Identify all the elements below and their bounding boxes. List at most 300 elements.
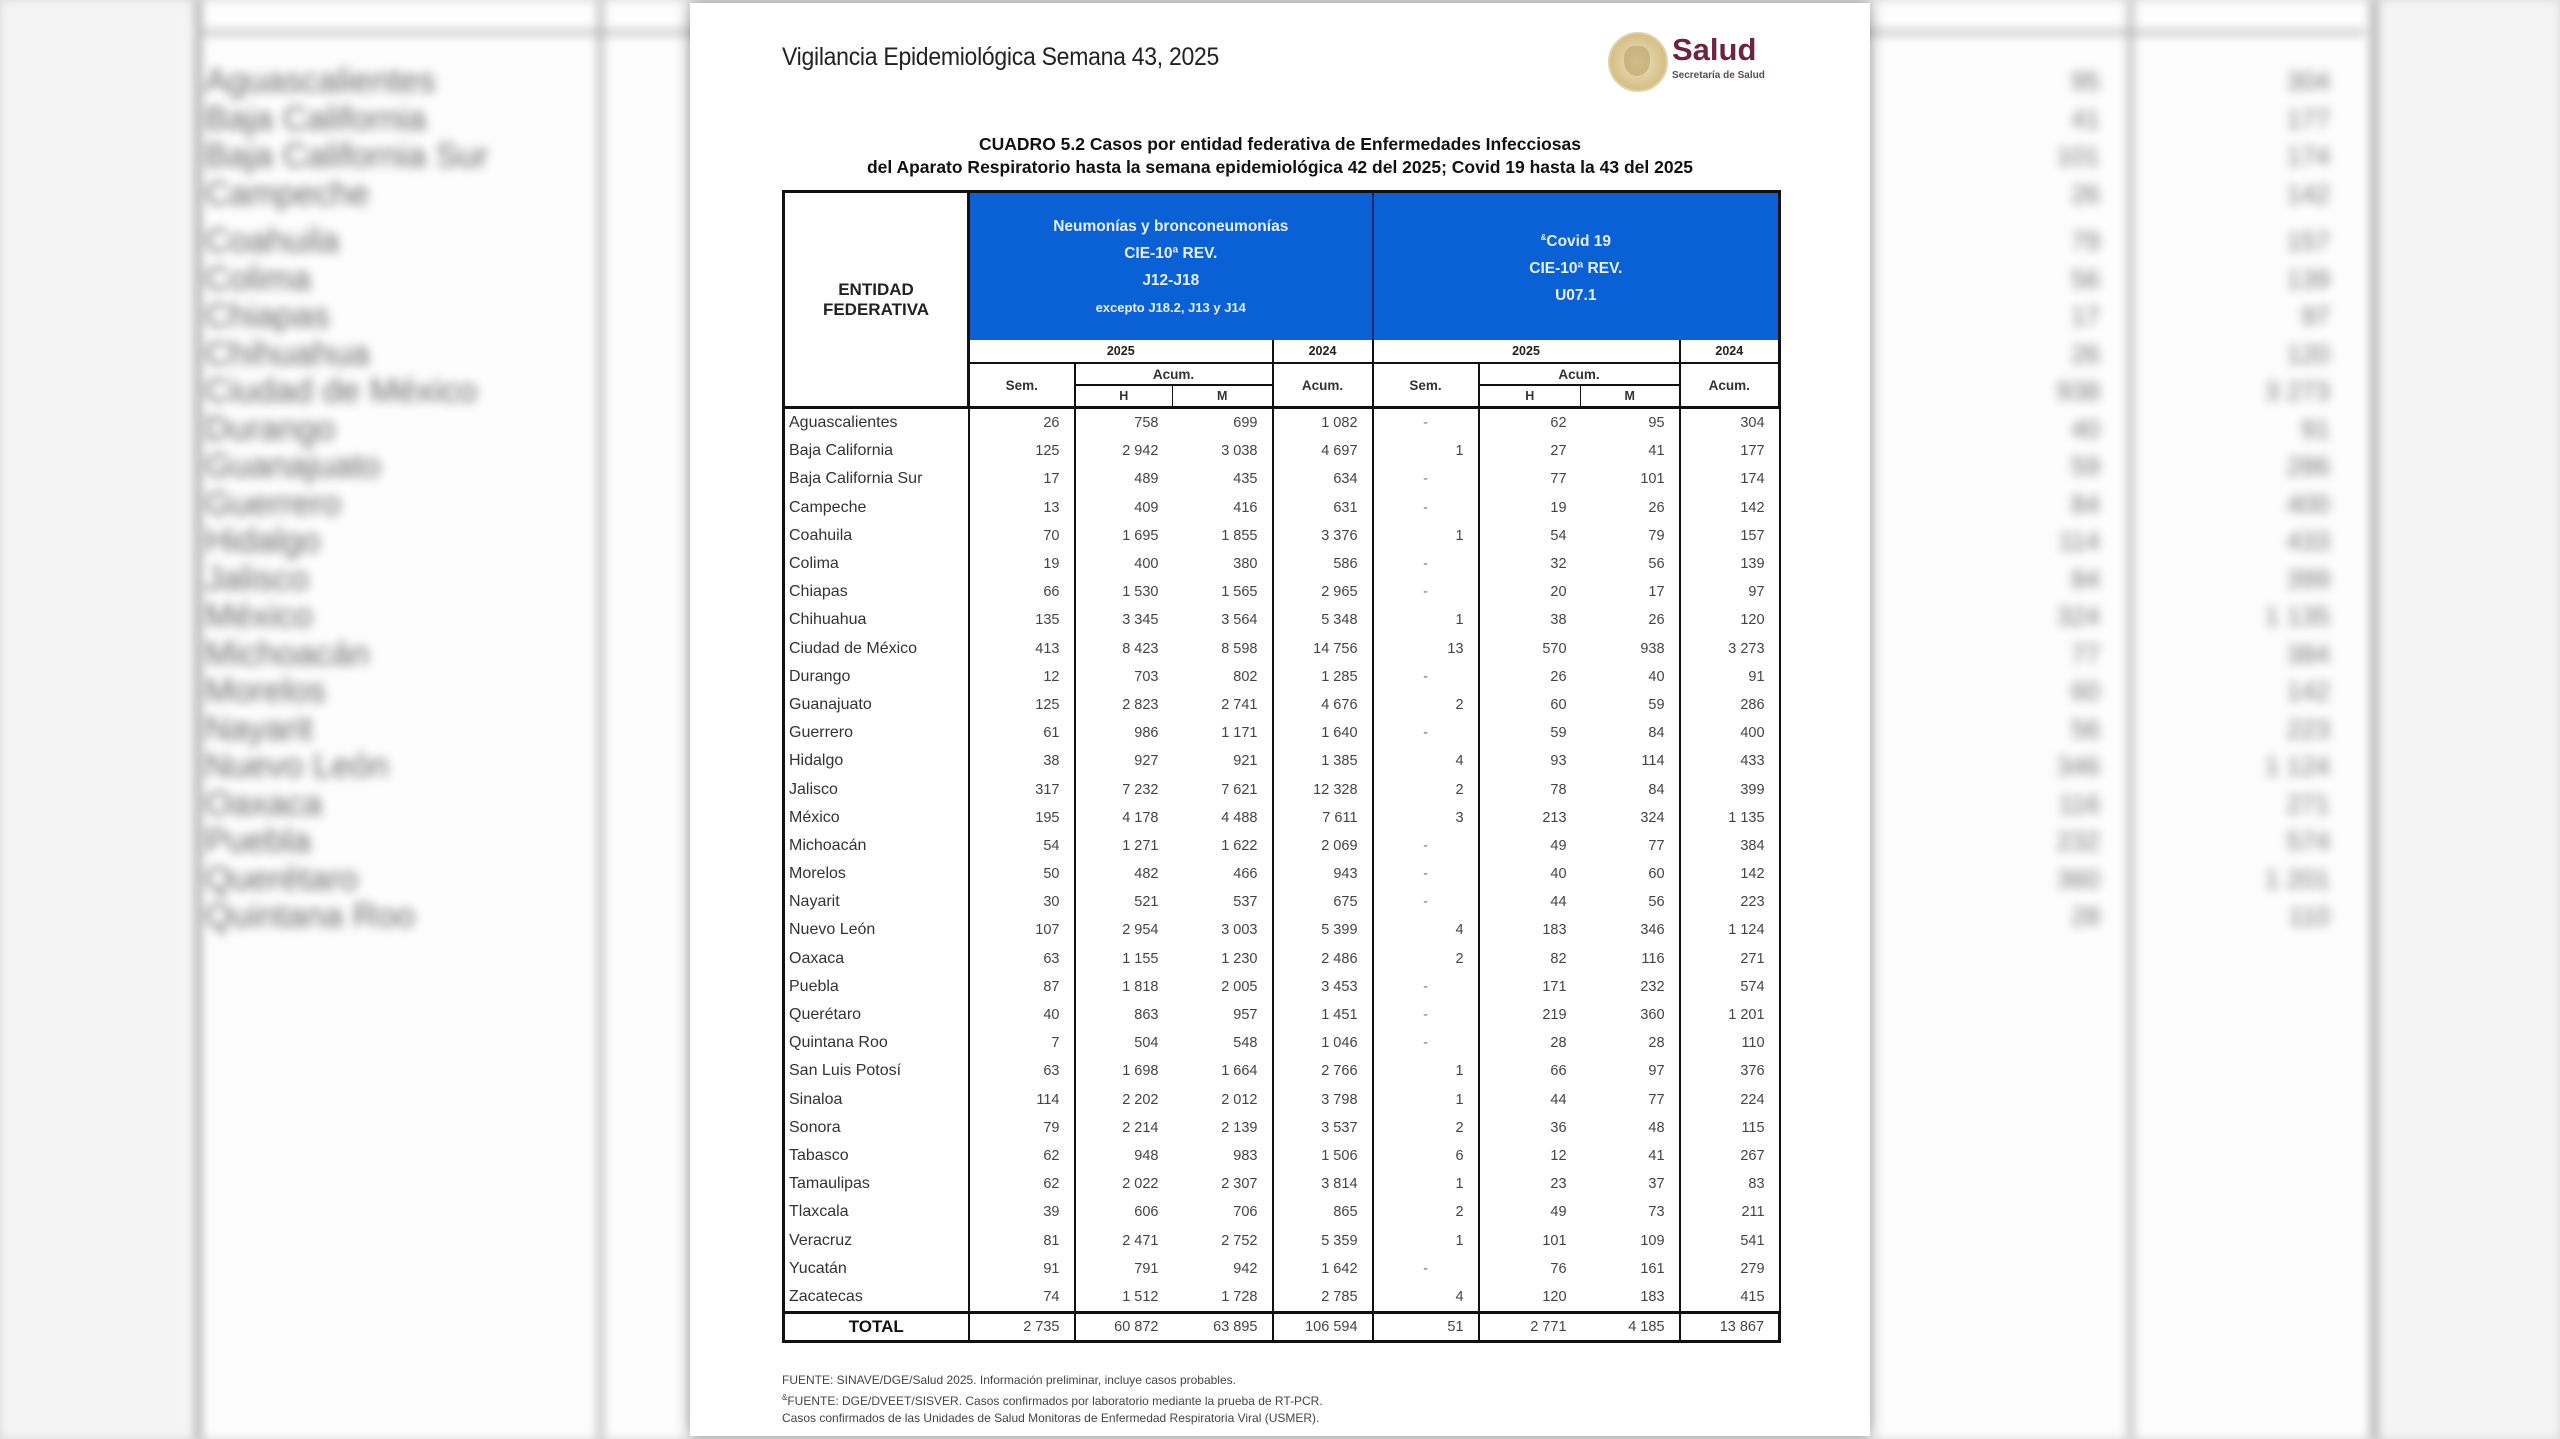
covid-acum-2024-total-cell: 13 867 (1680, 1313, 1780, 1342)
table-row (784, 550, 1780, 578)
pneumonia-acum-m-cell: 7 621 (1173, 775, 1273, 803)
covid-acum-2024-cell: 415 (1680, 1283, 1780, 1313)
entity-name-cell: Tabasco (784, 1142, 969, 1170)
covid-sem-cell: 2 (1373, 945, 1479, 973)
background-value: 324 (2056, 601, 2100, 631)
pneumonia-acum-h-cell: 606 (1134, 1204, 1159, 1221)
covid-acum-2024-cell: 1 124 (1680, 916, 1780, 944)
background-value: 26 (2071, 338, 2100, 369)
covid-acum-h-cell: 44 (1550, 1091, 1567, 1108)
covid-acum-2024-cell: 97 (1680, 578, 1780, 606)
pneumonia-acum-h-cell: 2 022 (1122, 1176, 1159, 1193)
covid-acum-m-cell: 40 (1581, 663, 1680, 691)
pneumonia-sem-cell: 125 (969, 691, 1075, 719)
pneumonia-acum-m-cell: 802 (1173, 663, 1273, 691)
background-value: 1 124 (2264, 751, 2330, 781)
covid-acum-h-cell: 28 (1550, 1035, 1567, 1052)
pneumonia-acum-m-cell: 416 (1173, 494, 1273, 522)
covid-acum-h-cell: 54 (1550, 527, 1567, 544)
background-value: 142 (2286, 676, 2330, 706)
footnote-covid-source (782, 1393, 1323, 1408)
pneumonia-acum-h-cell: 1 512 (1122, 1288, 1159, 1305)
table-row (784, 719, 1780, 747)
covid-acum-m-cell: 41 (1581, 1142, 1680, 1170)
background-value: 120 (2286, 338, 2330, 369)
covid-acum-2024-cell: 120 (1680, 606, 1780, 634)
covid-sem-cell: - (1373, 550, 1479, 578)
covid-sem-cell: 3 (1373, 804, 1479, 832)
covid-acum-h-cell: 32 (1550, 556, 1567, 573)
covid-acum-2024-cell: 286 (1680, 691, 1780, 719)
pneumonia-acum-h-cell: 409 (1134, 499, 1159, 516)
pneumonia-acum-2024-cell: 3 814 (1273, 1170, 1373, 1198)
pneumonia-sem-cell: 63 (969, 1057, 1075, 1085)
covid-acum-h-cell: 38 (1550, 612, 1567, 629)
background-value: 139 (2286, 263, 2330, 294)
background-value: 77 (2071, 638, 2100, 669)
coat-of-arms-icon (1608, 32, 1668, 92)
pneumonia-acum-m-cell: 942 (1173, 1255, 1273, 1283)
pneumonia-acum-m-cell: 380 (1173, 550, 1273, 578)
pneumonia-sem-cell: 79 (969, 1114, 1075, 1142)
covid-acum-h-cell: 36 (1550, 1119, 1567, 1136)
pneumonia-acum-m-cell: 1 664 (1173, 1057, 1273, 1085)
pneumonia-acum-m-cell: 2 752 (1173, 1226, 1273, 1254)
entity-name-cell: Tamaulipas (784, 1170, 969, 1198)
covid-acum-2024-cell: 541 (1680, 1226, 1780, 1254)
h-header: H (1075, 385, 1173, 408)
background-value: 91 (2301, 413, 2330, 444)
covid-acum-m-cell: 84 (1581, 775, 1680, 803)
pneumonia-acum-m-cell: 3 564 (1173, 606, 1273, 634)
covid-acum-2024-cell: 304 (1680, 408, 1780, 438)
entity-name-cell: Baja California Sur (784, 465, 969, 493)
pneumonia-acum-2024-cell: 634 (1273, 465, 1373, 493)
table-caption-line2: del Aparato Respiratorio hasta la semana epidemiológica 42 del 2025; Covid 19 hasta la 43 del 2025 (866, 157, 1694, 177)
covid-acum-2024-cell: 3 273 (1680, 635, 1780, 663)
year-header-2024: 2024 (1273, 340, 1373, 363)
background-divider (2128, 0, 2133, 1439)
covid-acum-2024-cell: 574 (1680, 973, 1780, 1001)
covid-acum-h-cell: 171 (1542, 978, 1567, 995)
pneumonia-header-line1: Neumonías y bronconeumonías (1053, 217, 1289, 235)
background-entity-name: Aguascalientes (205, 62, 436, 100)
covid-acum-2024-cell: 211 (1680, 1198, 1780, 1226)
covid-sem-cell: 2 (1373, 1198, 1479, 1226)
table-row (784, 804, 1780, 832)
entity-name-cell: Oaxaca (784, 945, 969, 973)
table-row (784, 465, 1780, 493)
covid-acum-m-cell: 77 (1581, 832, 1680, 860)
covid-footnote-marker: & (1540, 232, 1547, 242)
table-row (784, 408, 1780, 438)
covid-acum-m-cell: 97 (1581, 1057, 1680, 1085)
covid-acum-2024-cell: 177 (1680, 437, 1780, 465)
table-row (784, 1142, 1780, 1170)
covid-sem-cell: 4 (1373, 916, 1479, 944)
pneumonia-acum-2024-cell: 2 069 (1273, 832, 1373, 860)
covid-acum-m-cell: 346 (1581, 916, 1680, 944)
background-value: 84 (2071, 488, 2100, 519)
pneumonia-acum-h-cell: 489 (1134, 471, 1159, 488)
acum-2024-header: Acum. (1273, 363, 1373, 408)
covid-acum-2024-cell: 400 (1680, 719, 1780, 747)
pneumonia-acum-2024-cell: 3 537 (1273, 1114, 1373, 1142)
background-value: 97 (2301, 301, 2330, 331)
pneumonia-acum-h-cell: 4 178 (1122, 809, 1159, 826)
entity-name-cell: Hidalgo (784, 747, 969, 775)
background-entity-name: Puebla (205, 822, 311, 860)
pneumonia-sem-cell: 50 (969, 860, 1075, 888)
background-value: 110 (2288, 901, 2330, 931)
covid-sem-cell: 2 (1373, 1114, 1479, 1142)
background-value: 360 (2056, 863, 2100, 894)
entity-name-cell: Sinaloa (784, 1086, 969, 1114)
pneumonia-sem-cell: 81 (969, 1226, 1075, 1254)
covid-acum-h-cell: 20 (1550, 584, 1567, 601)
table-row (784, 1255, 1780, 1283)
background-entity-name: Colima (205, 259, 311, 298)
covid-acum-h-cell: 27 (1550, 443, 1567, 460)
entity-name-cell: Jalisco (784, 775, 969, 803)
pneumonia-acum-2024-cell: 1 385 (1273, 747, 1373, 775)
pneumonia-sem-cell: 66 (969, 578, 1075, 606)
table-row (784, 888, 1780, 916)
background-value: 79 (2071, 226, 2100, 256)
covid-sem-cell: 1 (1373, 437, 1479, 465)
pneumonia-sem-cell: 62 (969, 1170, 1075, 1198)
pneumonia-acum-h-cell: 948 (1134, 1147, 1159, 1164)
entity-name-cell: Michoacán (784, 832, 969, 860)
h-header: H (1479, 385, 1581, 408)
covid-acum-h-cell: 101 (1542, 1232, 1567, 1249)
covid-acum-2024-cell: 142 (1680, 494, 1780, 522)
entity-name-cell: Nayarit (784, 888, 969, 916)
covid-acum-h-cell: 93 (1550, 753, 1567, 770)
table-row (784, 635, 1780, 663)
covid-acum-h-cell: 44 (1550, 894, 1567, 911)
background-entity-name: Nuevo León (205, 747, 389, 785)
background-entity-name: México (205, 597, 313, 635)
pneumonia-sem-cell: 13 (969, 494, 1075, 522)
covid-sem-cell: - (1373, 663, 1479, 691)
background-value: 3 273 (2264, 376, 2330, 406)
entity-name-cell: Campeche (784, 494, 969, 522)
entity-name-cell: Veracruz (784, 1226, 969, 1254)
entity-name-cell: Coahuila (784, 522, 969, 550)
pneumonia-acum-h-cell: 863 (1134, 1007, 1159, 1024)
pneumonia-acum-2024-cell: 3 453 (1273, 973, 1373, 1001)
covid-sem-cell: - (1373, 1255, 1479, 1283)
pneumonia-acum-2024-cell: 2 766 (1273, 1057, 1373, 1085)
entity-name-cell: Morelos (784, 860, 969, 888)
pneumonia-sem-cell: 74 (969, 1283, 1075, 1313)
pneumonia-acum-2024-cell: 14 756 (1273, 635, 1373, 663)
covid-acum-m-cell: 232 (1581, 973, 1680, 1001)
table-row (784, 832, 1780, 860)
pneumonia-sem-cell: 30 (969, 888, 1075, 916)
covid-acum-h-cell: 26 (1550, 668, 1567, 685)
pneumonia-sem-cell: 12 (969, 663, 1075, 691)
pneumonia-acum-2024-cell: 943 (1273, 860, 1373, 888)
footnote-usmer: Casos confirmados de las Unidades de Salud Monitoras de Enfermedad Respiratoria Viral (USMER). (782, 1411, 1320, 1425)
footnote-source: FUENTE: SINAVE/DGE/Salud 2025. Información preliminar, incluye casos probables. (782, 1373, 1236, 1387)
pneumonia-acum-2024-cell: 2 965 (1273, 578, 1373, 606)
table-row (784, 606, 1780, 634)
covid-acum-2024-cell: 271 (1680, 945, 1780, 973)
pneumonia-acum-2024-cell: 1 285 (1273, 663, 1373, 691)
pneumonia-acum-2024-cell: 12 328 (1273, 775, 1373, 803)
pneumonia-acum-h-cell: 1 695 (1122, 527, 1159, 544)
footnote-marker: & (782, 1393, 788, 1402)
total-label: TOTAL (784, 1313, 969, 1342)
pneumonia-acum-h-total-cell: 60 872 (1075, 1313, 1173, 1342)
pneumonia-acum-m-cell: 957 (1173, 1001, 1273, 1029)
background-shade-left (0, 0, 190, 1439)
background-value: 286 (2286, 451, 2330, 481)
pneumonia-acum-2024-cell: 7 611 (1273, 804, 1373, 832)
covid-acum-m-cell: 95 (1581, 408, 1680, 438)
pneumonia-acum-m-cell: 1 230 (1173, 945, 1273, 973)
sem-header: Sem. (1373, 363, 1479, 408)
covid-acum-m-total-cell: 4 185 (1581, 1313, 1680, 1342)
pneumonia-acum-m-cell: 4 488 (1173, 804, 1273, 832)
pneumonia-sem-cell: 63 (969, 945, 1075, 973)
background-value: 17 (2071, 301, 2100, 331)
entity-name-cell: Baja California (784, 437, 969, 465)
pneumonia-acum-2024-cell: 865 (1273, 1198, 1373, 1226)
pneumonia-acum-2024-cell: 5 399 (1273, 916, 1373, 944)
background-value: 174 (2286, 141, 2330, 171)
pneumonia-acum-m-cell: 3 038 (1173, 437, 1273, 465)
pneumonia-acum-m-cell: 2 307 (1173, 1170, 1273, 1198)
pneumonia-sem-cell: 39 (969, 1198, 1075, 1226)
entity-name-cell: Ciudad de México (784, 635, 969, 663)
background-value: 346 (2056, 751, 2100, 781)
covid-acum-m-cell: 360 (1581, 1001, 1680, 1029)
covid-sem-cell: 13 (1373, 635, 1479, 663)
covid-acum-h-cell: 49 (1550, 837, 1567, 854)
pneumonia-sem-cell: 317 (969, 775, 1075, 803)
pneumonia-acum-2024-cell: 1 640 (1273, 719, 1373, 747)
entity-header-line1: ENTIDAD (838, 279, 914, 299)
pneumonia-acum-m-cell: 466 (1173, 860, 1273, 888)
table-row (784, 663, 1780, 691)
pneumonia-sem-cell: 38 (969, 747, 1075, 775)
pneumonia-acum-h-cell: 791 (1134, 1260, 1159, 1277)
covid-header-line1: Covid 19 (1546, 233, 1611, 251)
covid-acum-2024-cell: 83 (1680, 1170, 1780, 1198)
pneumonia-acum-m-cell: 1 171 (1173, 719, 1273, 747)
pneumonia-acum-h-cell: 2 214 (1122, 1119, 1159, 1136)
covid-acum-m-cell: 59 (1581, 691, 1680, 719)
pneumonia-acum-h-cell: 3 345 (1122, 612, 1159, 629)
pneumonia-acum-m-cell: 537 (1173, 888, 1273, 916)
pneumonia-acum-m-cell: 699 (1173, 408, 1273, 438)
background-value: 384 (2286, 638, 2330, 669)
covid-acum-h-cell: 49 (1550, 1204, 1567, 1221)
pneumonia-acum-h-cell: 521 (1134, 894, 1159, 911)
pneumonia-acum-2024-cell: 4 697 (1273, 437, 1373, 465)
entity-name-cell: Sonora (784, 1114, 969, 1142)
background-value: 433 (2286, 526, 2330, 556)
covid-sem-cell: - (1373, 1029, 1479, 1057)
table-caption-line1: CUADRO 5.2 Casos por entidad federativa de Enfermedades Infecciosas (979, 134, 1581, 154)
covid-acum-m-cell: 109 (1581, 1226, 1680, 1254)
pneumonia-sem-cell: 125 (969, 437, 1075, 465)
covid-acum-m-cell: 56 (1581, 550, 1680, 578)
entity-header-line2: FEDERATIVA (822, 299, 930, 319)
covid-acum-2024-cell: 224 (1680, 1086, 1780, 1114)
pneumonia-acum-m-cell: 2 005 (1173, 973, 1273, 1001)
pneumonia-acum-h-cell: 986 (1134, 725, 1159, 742)
pneumonia-acum-m-cell: 8 598 (1173, 635, 1273, 663)
covid-acum-2024-cell: 1 135 (1680, 804, 1780, 832)
background-value: 114 (2058, 526, 2100, 556)
covid-sem-cell: - (1373, 578, 1479, 606)
covid-acum-2024-cell: 223 (1680, 888, 1780, 916)
year-header-2025: 2025 (969, 340, 1273, 363)
pneumonia-sem-cell: 19 (969, 550, 1075, 578)
entity-name-cell: Guanajuato (784, 691, 969, 719)
covid-acum-m-cell: 183 (1581, 1283, 1680, 1313)
background-entity-name: Chiapas (205, 297, 330, 335)
pneumonia-acum-2024-cell: 2 785 (1273, 1283, 1373, 1313)
covid-sem-cell: - (1373, 973, 1479, 1001)
pneumonia-acum-m-cell: 1 728 (1173, 1283, 1273, 1313)
pneumonia-acum-2024-cell: 3 798 (1273, 1086, 1373, 1114)
pneumonia-sem-cell: 40 (969, 1001, 1075, 1029)
pneumonia-acum-2024-cell: 5 359 (1273, 1226, 1373, 1254)
covid-sem-cell: - (1373, 494, 1479, 522)
covid-acum-m-cell: 161 (1581, 1255, 1680, 1283)
covid-acum-h-cell: 76 (1550, 1260, 1567, 1277)
pneumonia-acum-h-cell: 703 (1134, 668, 1159, 685)
covid-acum-m-cell: 938 (1581, 635, 1680, 663)
pneumonia-acum-h-cell: 1 698 (1122, 1063, 1159, 1080)
covid-acum-h-cell: 120 (1542, 1288, 1567, 1305)
covid-acum-h-cell: 77 (1550, 471, 1567, 488)
table-row (784, 494, 1780, 522)
background-value: 177 (2286, 103, 2330, 134)
table-row (784, 522, 1780, 550)
entity-name-cell: Querétaro (784, 1001, 969, 1029)
table-row (784, 916, 1780, 944)
entity-name-cell: Tlaxcala (784, 1198, 969, 1226)
background-value: 574 (2286, 826, 2330, 856)
background-value: 56 (2071, 713, 2100, 744)
pneumonia-acum-2024-cell: 5 348 (1273, 606, 1373, 634)
pneumonia-sem-cell: 70 (969, 522, 1075, 550)
pneumonia-acum-h-cell: 1 271 (1122, 837, 1159, 854)
pneumonia-acum-m-total-cell: 63 895 (1173, 1313, 1273, 1342)
pneumonia-acum-h-cell: 758 (1134, 415, 1159, 432)
pneumonia-acum-2024-cell: 1 451 (1273, 1001, 1373, 1029)
covid-header-line3: U07.1 (1555, 287, 1597, 305)
covid-acum-2024-cell: 115 (1680, 1114, 1780, 1142)
covid-acum-2024-cell: 433 (1680, 747, 1780, 775)
pneumonia-acum-m-cell: 1 855 (1173, 522, 1273, 550)
covid-acum-2024-cell: 139 (1680, 550, 1780, 578)
covid-acum-2024-cell: 174 (1680, 465, 1780, 493)
background-value: 223 (2286, 713, 2330, 744)
pneumonia-sem-cell: 413 (969, 635, 1075, 663)
covid-acum-m-cell: 114 (1581, 747, 1680, 775)
table-row (784, 1226, 1780, 1254)
covid-acum-m-cell: 84 (1581, 719, 1680, 747)
pneumonia-acum-m-cell: 983 (1173, 1142, 1273, 1170)
pneumonia-sem-cell: 87 (969, 973, 1075, 1001)
pneumonia-acum-m-cell: 2 741 (1173, 691, 1273, 719)
covid-acum-2024-cell: 384 (1680, 832, 1780, 860)
entity-name-cell: San Luis Potosí (784, 1057, 969, 1085)
background-entity-name: Michoacán (205, 634, 370, 673)
pneumonia-sem-cell: 26 (969, 408, 1075, 438)
background-entity-name: Quintana Roo (205, 897, 415, 935)
table-row (784, 1029, 1780, 1057)
background-value: 399 (2286, 563, 2330, 594)
covid-acum-2024-cell: 142 (1680, 860, 1780, 888)
table-row (784, 1057, 1780, 1085)
pneumonia-acum-2024-cell: 675 (1273, 888, 1373, 916)
covid-sem-cell: - (1373, 465, 1479, 493)
background-value: 400 (2286, 488, 2330, 519)
table-row (784, 1283, 1780, 1313)
covid-sem-cell: 2 (1373, 691, 1479, 719)
pneumonia-acum-2024-cell: 1 046 (1273, 1029, 1373, 1057)
pneumonia-sem-cell: 61 (969, 719, 1075, 747)
background-entity-name: Baja California Sur (205, 137, 489, 175)
covid-sem-cell: 6 (1373, 1142, 1479, 1170)
m-header: M (1581, 385, 1680, 408)
table-row (784, 775, 1780, 803)
background-entity-name: Chihuahua (205, 334, 370, 373)
pneumonia-acum-h-cell: 2 471 (1122, 1232, 1159, 1249)
sem-header: Sem. (969, 363, 1075, 408)
pneumonia-acum-m-cell: 435 (1173, 465, 1273, 493)
pneumonia-acum-h-cell: 1 818 (1122, 978, 1159, 995)
covid-acum-m-cell: 26 (1581, 606, 1680, 634)
background-entity-name: Oaxaca (205, 784, 323, 823)
covid-header-line2: CIE-10ª REV. (1529, 260, 1623, 278)
covid-sem-cell: - (1373, 719, 1479, 747)
entity-name-cell: Quintana Roo (784, 1029, 969, 1057)
covid-sem-cell: 1 (1373, 1057, 1479, 1085)
entity-name-cell: Chiapas (784, 578, 969, 606)
covid-acum-m-cell: 77 (1581, 1086, 1680, 1114)
covid-acum-m-cell: 116 (1581, 945, 1680, 973)
background-value: 84 (2071, 563, 2100, 594)
covid-acum-m-cell: 17 (1581, 578, 1680, 606)
pneumonia-acum-m-cell: 1 622 (1173, 832, 1273, 860)
pneumonia-acum-m-cell: 706 (1173, 1198, 1273, 1226)
covid-acum-m-cell: 41 (1581, 437, 1680, 465)
pneumonia-sem-cell: 135 (969, 606, 1075, 634)
table-row (784, 1001, 1780, 1029)
pneumonia-acum-m-cell: 3 003 (1173, 916, 1273, 944)
covid-acum-h-cell: 66 (1550, 1063, 1567, 1080)
pneumonia-acum-m-cell: 2 012 (1173, 1086, 1273, 1114)
covid-acum-2024-cell: 376 (1680, 1057, 1780, 1085)
acum-header: Acum. (1075, 363, 1273, 385)
covid-sem-cell: 1 (1373, 1226, 1479, 1254)
covid-acum-2024-cell: 157 (1680, 522, 1780, 550)
covid-acum-m-cell: 73 (1581, 1198, 1680, 1226)
table-row (784, 747, 1780, 775)
covid-sem-cell: 2 (1373, 775, 1479, 803)
background-value: 26 (2071, 178, 2100, 209)
background-entity-name: Guerrero (205, 484, 342, 523)
